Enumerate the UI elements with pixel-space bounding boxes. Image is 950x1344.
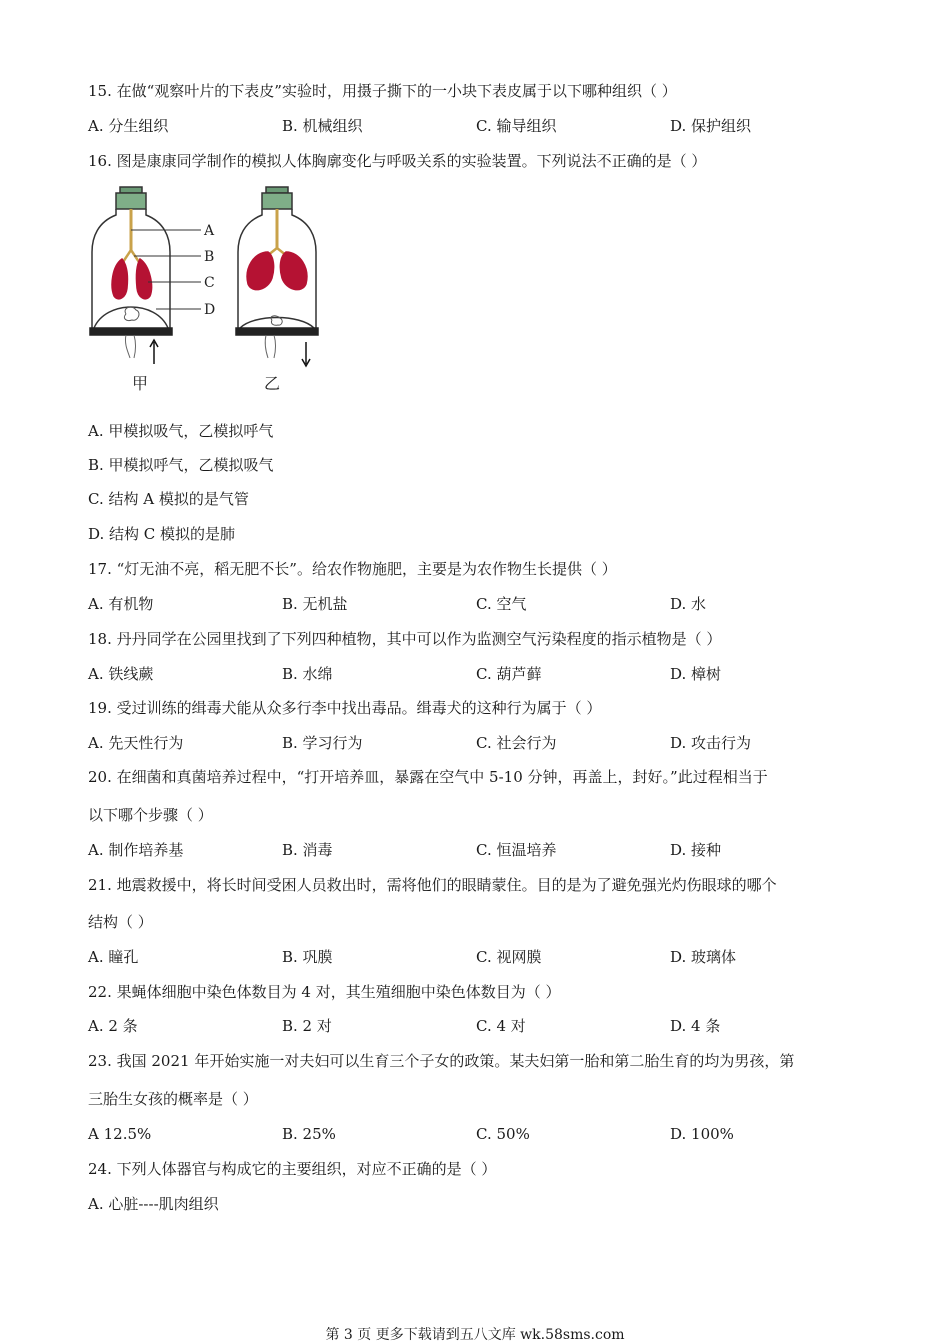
- question-23-stem-line-2: 三胎生女孩的概率是（ ）: [88, 1090, 258, 1108]
- question-19-stem: 19. 受过训练的缉毒犬能从众多行李中找出毒品。缉毒犬的这种行为属于（ ）: [88, 699, 602, 717]
- q17-option-a: A. 有机物: [88, 595, 154, 613]
- label-a: A: [204, 223, 215, 239]
- q19-option-a: A. 先天性行为: [88, 734, 184, 752]
- q21-option-c: C. 视网膜: [476, 948, 542, 966]
- jar-jia-hand-inside: [124, 307, 139, 321]
- question-23-stem-line-1: 23. 我国 2021 年开始实施一对夫妇可以生育三个子女的政策。某夫妇第一胎和第二胎生育的均为男孩，第: [88, 1052, 795, 1070]
- jar-yi-lung-right: [280, 252, 307, 290]
- q17-option-c: C. 空气: [476, 595, 527, 613]
- jar-yi-lung-left: [247, 252, 274, 290]
- question-21-stem-line-1: 21. 地震救援中，将长时间受困人员救出时，需将他们的眼睛蒙住。目的是为了避免强光灼伤眼球的哪个: [88, 876, 777, 894]
- label-d: D: [204, 302, 216, 318]
- label-c: C: [204, 275, 215, 291]
- caption-yi: 乙: [264, 374, 281, 393]
- q20-option-d: D. 接种: [670, 841, 722, 859]
- question-18-stem: 18. 丹丹同学在公园里找到了下列四种植物，其中可以作为监测空气污染程度的指示植物是（ ）: [88, 630, 722, 648]
- q24-option-a: A. 心脏----肌肉组织: [88, 1195, 219, 1213]
- jar-jia-diaphragm: [94, 307, 168, 328]
- jar-jia-stopper-top: [120, 187, 142, 193]
- q17-option-b: B. 无机盐: [282, 595, 348, 613]
- q16-option-b: B. 甲模拟呼气，乙模拟吸气: [88, 456, 274, 474]
- q20-option-b: B. 消毒: [282, 841, 333, 859]
- q22-option-c: C. 4 对: [476, 1017, 526, 1035]
- jar-jia-stopper: [116, 193, 146, 209]
- q16-option-d: D. 结构 C 模拟的是肺: [88, 525, 236, 543]
- jar-jia: [90, 187, 172, 364]
- question-15-stem: 15. 在做“观察叶片的下表皮”实验时，用摄子撕下的一小块下表皮属于以下哪种组织（ ）: [88, 82, 677, 100]
- bell-jar-breathing-model-figure: [86, 182, 346, 397]
- q18-option-c: C. 葫芦藓: [476, 665, 542, 683]
- q22-option-a: A. 2 条: [88, 1017, 138, 1035]
- page-footer: 第 3 页 更多下载请到五八文库 wk.58sms.com: [325, 1327, 625, 1343]
- jar-yi-base: [236, 328, 318, 335]
- q17-option-d: D. 水: [670, 595, 707, 613]
- q16-option-c: C. 结构 A 模拟的是气管: [88, 490, 249, 508]
- jar-jia-lung-right: [136, 259, 151, 299]
- q18-option-a: A. 铁线蕨: [88, 665, 154, 683]
- q15-option-a: A. 分生组织: [88, 117, 169, 135]
- q22-option-d: D. 4 条: [670, 1017, 721, 1035]
- q19-option-c: C. 社会行为: [476, 734, 557, 752]
- q15-option-b: B. 机械组织: [282, 117, 363, 135]
- jar-jia-hand-below: [125, 335, 135, 358]
- q21-option-a: A. 瞳孔: [88, 948, 139, 966]
- jar-jia-base: [90, 328, 172, 335]
- q15-option-d: D. 保护组织: [670, 117, 752, 135]
- q21-option-b: B. 巩膜: [282, 948, 333, 966]
- jar-yi-stopper-top: [266, 187, 288, 193]
- question-21-stem-line-2: 结构（ ）: [88, 913, 153, 931]
- jar-yi-hand-below: [265, 335, 275, 358]
- q16-option-a: A. 甲模拟吸气，乙模拟呼气: [88, 422, 274, 440]
- label-b: B: [204, 249, 215, 265]
- question-22-stem: 22. 果蝇体细胞中染色体数目为 4 对，其生殖细胞中染色体数目为（ ）: [88, 983, 561, 1001]
- breathing-model-diagram: [86, 182, 346, 397]
- q15-option-c: C. 输导组织: [476, 117, 557, 135]
- jar-yi-diaphragm: [240, 318, 314, 329]
- q21-option-d: D. 玻璃体: [670, 948, 737, 966]
- q23-option-a: A 12.5%: [88, 1125, 152, 1143]
- q23-option-c: C. 50%: [476, 1125, 530, 1143]
- q23-option-d: D. 100%: [670, 1125, 734, 1143]
- q22-option-b: B. 2 对: [282, 1017, 332, 1035]
- q18-option-d: D. 樟树: [670, 665, 722, 683]
- jar-yi: [236, 187, 318, 366]
- question-24-stem: 24. 下列人体器官与构成它的主要组织，对应不正确的是（ ）: [88, 1160, 497, 1178]
- q20-option-a: A. 制作培养基: [88, 841, 184, 859]
- q20-option-c: C. 恒温培养: [476, 841, 557, 859]
- jar-jia-lung-left: [112, 259, 127, 299]
- question-17-stem: 17. “灯无油不亮，稻无肥不长”。给农作物施肥，主要是为农作物生长提供（ ）: [88, 560, 617, 578]
- q19-option-b: B. 学习行为: [282, 734, 363, 752]
- q18-option-b: B. 水绵: [282, 665, 333, 683]
- question-20-stem-line-2: 以下哪个步骤（ ）: [88, 806, 213, 824]
- caption-jia: 甲: [132, 374, 149, 393]
- q19-option-d: D. 攻击行为: [670, 734, 752, 752]
- q23-option-b: B. 25%: [282, 1125, 336, 1143]
- question-20-stem-line-1: 20. 在细菌和真菌培养过程中，“打开培养皿，暴露在空气中 5-10 分钟，再盖上，封好。”此过程相当于: [88, 768, 768, 786]
- question-16-stem: 16. 图是康康同学制作的模拟人体胸廓变化与呼吸关系的实验装置。下列说法不正确的是（ ）: [88, 152, 707, 170]
- jar-yi-stopper: [262, 193, 292, 209]
